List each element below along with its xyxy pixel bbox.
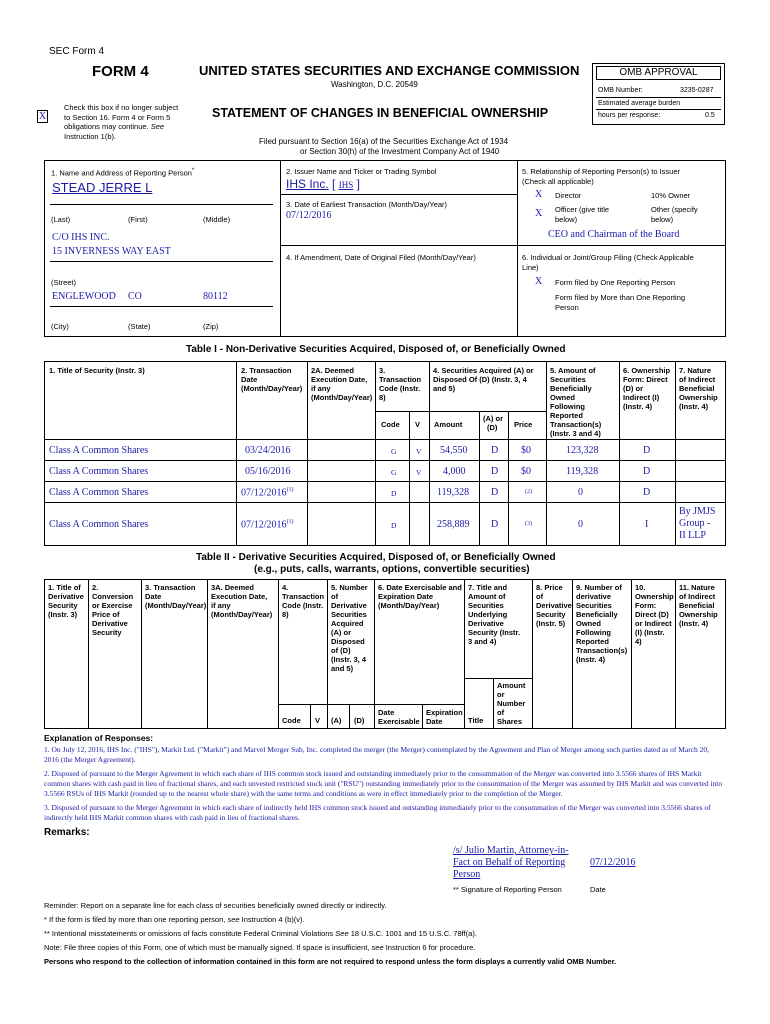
director-mark[interactable]: X: [535, 189, 543, 200]
omb-burden-label: Estimated average burden: [598, 100, 681, 107]
first-label: (First): [128, 215, 148, 224]
ownership-form: I: [645, 519, 649, 530]
last-label: (Last): [51, 215, 71, 224]
reporting-person-name[interactable]: STEAD JERRE L: [52, 180, 153, 195]
box6-label: 6. Individual or Joint/Group Filing (Check Applicable Line): [522, 253, 694, 272]
omb-title: OMB APPROVAL: [596, 66, 721, 80]
price-footnote[interactable]: (2): [525, 489, 532, 495]
sec-form-label: SEC Form 4: [49, 46, 105, 57]
t2-header-date: 3. Transaction Date (Month/Day/Year): [145, 583, 207, 610]
transaction-price: $0: [521, 466, 531, 477]
statement-title: STATEMENT OF CHANGES IN BENEFICIAL OWNERSHIP: [212, 106, 549, 120]
explanation-heading: Explanation of Responses:: [44, 733, 154, 743]
address-line-2: 15 INVERNESS WAY EAST: [52, 246, 171, 257]
box1-label: 1. Name and Address of Reporting Person*: [51, 168, 195, 178]
checkbox-instructions: Check this box if no longer subject to Section 16. Form 4 or Form 5 obligations may continue. See Instruction 1(b).: [64, 103, 179, 141]
security-title: Class A Common Shares: [49, 445, 149, 456]
street-label: (Street): [51, 278, 77, 287]
footnote-ref[interactable]: (1): [286, 487, 294, 493]
acquired-disposed: D: [491, 466, 499, 477]
ticker-symbol[interactable]: IHS: [338, 180, 354, 190]
table1-title: Table I - Non-Derivative Securities Acquired, Disposed of, or Beneficially Owned: [186, 344, 566, 355]
t1-sub-price: Price: [514, 420, 533, 429]
officer-mark[interactable]: X: [535, 208, 543, 219]
signature-date: 07/12/2016: [590, 857, 636, 868]
issuer-link[interactable]: IHS Inc.: [286, 177, 329, 191]
ten-pct-owner-label: 10% Owner: [651, 191, 691, 200]
zip-value: 80112: [203, 291, 228, 302]
t2-header-underlying: 7. Title and Amount of Securities Underlying Derivative Security (Instr. 3 and 4): [468, 583, 521, 646]
file-copies-note: Note: File three copies of this Form, one of which must be manually signed. If space is insufficient, see Instruction 6 for procedure.: [44, 943, 476, 952]
t2-sub-d: (D): [354, 716, 365, 725]
amount-owned: 0: [578, 519, 583, 530]
issuer-name: IHS Inc. [ IHS ]: [286, 177, 360, 191]
omb-hours-label: hours per response:: [598, 112, 661, 119]
footnote-3: 3. Disposed of pursuant to the Merger Agreement in which each share of indirectly held IHS common stock issued and outstanding immediately prior to the consummation of the Merger was converted into 3.5566 shares of indirectly held IHS Markit common shares with cash paid in lieu of fractional shares.: [44, 803, 711, 822]
t1-header-title: 1. Title of Security (Instr. 3): [49, 366, 145, 375]
earliest-transaction-date: 07/12/2016: [286, 210, 332, 221]
remarks-heading: Remarks:: [44, 827, 90, 838]
transaction-amount: 258,889: [437, 519, 470, 530]
t1-header-date: 2. Transaction Date (Month/Day/Year): [241, 366, 303, 393]
security-title: Class A Common Shares: [49, 466, 149, 477]
acquired-disposed: D: [491, 445, 499, 456]
t2-sub-date-exercisable: Date Exercisable: [378, 708, 420, 726]
omb-persons-note: Persons who respond to the collection of information contained in this form are not required to respond unless the form displays a currently valid OMB Number.: [44, 957, 617, 966]
city-value: ENGLEWOOD: [52, 291, 116, 302]
date-label: Date: [590, 885, 606, 894]
table2-subtitle: (e.g., puts, calls, warrants, options, convertible securities): [254, 564, 530, 575]
t2-sub-amount: Amount or Number of Shares: [497, 681, 526, 726]
agency-title: UNITED STATES SECURITIES AND EXCHANGE COMMISSION: [199, 63, 580, 78]
address-line-1: C/O IHS INC.: [52, 232, 110, 243]
transaction-code: D: [391, 489, 397, 498]
t1-header-deemed: 2A. Deemed Execution Date, if any (Month/Day/Year): [311, 366, 373, 402]
amount-owned: 119,328: [566, 466, 599, 477]
t1-header-ownership-form: 6. Ownership Form: Direct (D) or Indirect (I) (Instr. 4): [623, 366, 671, 411]
t1-header-code: 3. Transaction Code (Instr. 8): [379, 366, 422, 402]
t2-header-ownership-form: 10. Ownership Form: Direct (D) or Indirect (I) (Instr. 4): [635, 583, 674, 646]
security-title: Class A Common Shares: [49, 519, 149, 530]
transaction-date: 07/12/2016$^{(1)}$: [241, 487, 294, 499]
t2-sub-v: V: [315, 716, 321, 725]
transaction-price: $0: [521, 445, 531, 456]
box5-label: 5. Relationship of Reporting Person(s) to Issuer (Check all applicable): [522, 167, 680, 186]
one-person-label: Form filed by One Reporting Person: [555, 278, 676, 287]
state-label: (State): [128, 322, 151, 331]
signature-label: ** Signature of Reporting Person: [453, 885, 562, 894]
t2-header-price: 8. Price of Derivative Security (Instr. 5): [536, 583, 572, 628]
t1-header-acquired: 4. Securities Acquired (A) or Disposed Of (D) (Instr. 3, 4 and 5): [433, 366, 534, 393]
t1-sub-amount: Amount: [434, 420, 463, 429]
transaction-date: 05/16/2016: [245, 466, 291, 477]
transaction-code: G: [391, 447, 397, 456]
footnote-1: 1. On July 12, 2016, IHS Inc. ("IHS"), Markit Ltd. ("Markit") and Marvel Merger Sub, Inc. completed the merger (the Merger) contemplated by the Agreement and Plan of Merger among such parties dated as of March 20, 2016 (the Merger Agreement).: [44, 745, 710, 764]
transaction-code: D: [391, 521, 397, 530]
t1-sub-aord: (A) or (D): [483, 414, 503, 432]
omb-number-value: 3235-0287: [680, 87, 714, 94]
double-star-note: ** Intentional misstatements or omissions of facts constitute Federal Criminal Violations See 18 U.S.C. 1001 and 15 U.S.C. 78ff(a).: [44, 929, 477, 938]
t2-header-deemed: 3A. Deemed Execution Date, if any (Month/Day/Year): [211, 583, 273, 619]
t2-header-exercisable: 6. Date Exercisable and Expiration Date (Month/Day/Year): [378, 583, 462, 610]
acquired-disposed: D: [491, 519, 499, 530]
transaction-date: 07/12/2016$^{(1)}$: [241, 519, 294, 531]
city-label: (City): [51, 322, 69, 331]
t1-sub-code: Code: [381, 420, 400, 429]
signature: /s/ Julio Martin, Attorney-in- Fact on Behalf of Reporting Person: [453, 845, 569, 880]
box2-label: 2. Issuer Name and Ticker or Trading Symbol: [286, 167, 437, 176]
other-label: Other (specify below): [651, 205, 698, 224]
transaction-amount: 4,000: [443, 466, 466, 477]
amount-owned: 123,328: [566, 445, 599, 456]
acquired-disposed: D: [491, 487, 499, 498]
price-footnote[interactable]: (3): [525, 521, 532, 527]
t2-header-title: 1. Title of Derivative Security (Instr. 3): [48, 583, 84, 619]
omb-hours-value: 0.5: [705, 112, 715, 119]
t2-sub-code: Code: [282, 716, 301, 725]
agency-address: Washington, D.C. 20549: [331, 80, 418, 89]
t2-header-number-owned: 9. Number of derivative Securities Beneficially Owned Following Reported Transaction(s) (Instr. 4): [576, 583, 628, 664]
more-persons-label: Form filed by More than One Reporting Person: [555, 293, 686, 312]
state-value: CO: [128, 291, 142, 302]
ownership-form: D: [643, 466, 651, 477]
t1-sub-v: V: [415, 420, 421, 429]
ownership-form: D: [643, 487, 651, 498]
transaction-code: G: [391, 468, 397, 477]
transaction-date: 03/24/2016: [245, 445, 291, 456]
omb-number-label: OMB Number:: [598, 87, 643, 94]
box3-label: 3. Date of Earliest Transaction (Month/Day/Year): [286, 200, 448, 209]
one-person-mark[interactable]: X: [535, 276, 543, 287]
t2-header-nature: 11. Nature of Indirect Beneficial Ownership (Instr. 4): [679, 583, 718, 628]
t2-header-number: 5. Number of Derivative Securities Acquired (A) or Disposed of (D) (Instr. 3, 4 and 5): [331, 583, 368, 673]
officer-label: Officer (give title below): [555, 205, 610, 224]
t2-header-code: 4. Transaction Code (Instr. 8): [282, 583, 325, 619]
filed-line-1: Filed pursuant to Section 16(a) of the Securities Exchange Act of 1934: [259, 137, 509, 146]
ownership-form: D: [643, 445, 651, 456]
transaction-amount: 54,550: [440, 445, 468, 456]
t2-sub-a: (A): [331, 716, 342, 725]
t1-header-nature: 7. Nature of Indirect Beneficial Ownership (Instr. 4): [679, 366, 718, 411]
transaction-v: V: [416, 468, 422, 477]
nature-of-ownership: By JMJS Group - II LLP: [679, 506, 716, 541]
footnote-2: 2. Disposed of pursuant to the Merger Agreement in which each share of IHS common stock issued and outstanding immediately prior to the consummation of the Merger was converted into 3.5566 shares of IHS Markit common shares with cash paid in lieu of fractional shares, and each unvested restricted stock unit ("RSU") outstanding immediately prior to the consummation of the Merger was assumed by IHS Markit and was converted into 3.5566 RSUs of IHS Markit (rounded up to the nearest whole share) with the same terms and conditions as were in effect immediately prior to the completion of the Merger.: [44, 769, 723, 798]
t2-sub-title: Title: [468, 716, 484, 725]
officer-title: CEO and Chairman of the Board: [548, 229, 680, 240]
zip-label: (Zip): [203, 322, 219, 331]
security-title: Class A Common Shares: [49, 487, 149, 498]
amount-owned: 0: [578, 487, 583, 498]
footnote-ref[interactable]: (1): [286, 519, 294, 525]
t2-sub-expiration: Expiration Date: [426, 708, 463, 726]
transaction-v: V: [416, 447, 422, 456]
t2-header-conversion: 2. Conversion or Exercise Price of Derivative Security: [92, 583, 134, 637]
no-longer-subject-checkbox[interactable]: X: [38, 111, 47, 122]
middle-label: (Middle): [203, 215, 231, 224]
reminder-note: Reminder: Report on a separate line for each class of securities beneficially owned directly or indirectly.: [44, 901, 387, 910]
director-label: Director: [555, 191, 582, 200]
form-title: FORM 4: [92, 63, 149, 80]
box4-label: 4. If Amendment, Date of Original Filed (Month/Day/Year): [286, 253, 476, 262]
star-note: * If the form is filed by more than one reporting person, see Instruction 4 (b)(v).: [44, 915, 305, 924]
table2-title: Table II - Derivative Securities Acquired, Disposed of, or Beneficially Owned: [196, 552, 556, 563]
t1-header-amount-owned: 5. Amount of Securities Beneficially Owned Following Reported Transaction(s) (Instr. 3 and 4): [550, 366, 602, 438]
filed-line-2: or Section 30(h) of the Investment Company Act of 1940: [300, 147, 500, 156]
transaction-amount: 119,328: [437, 487, 470, 498]
